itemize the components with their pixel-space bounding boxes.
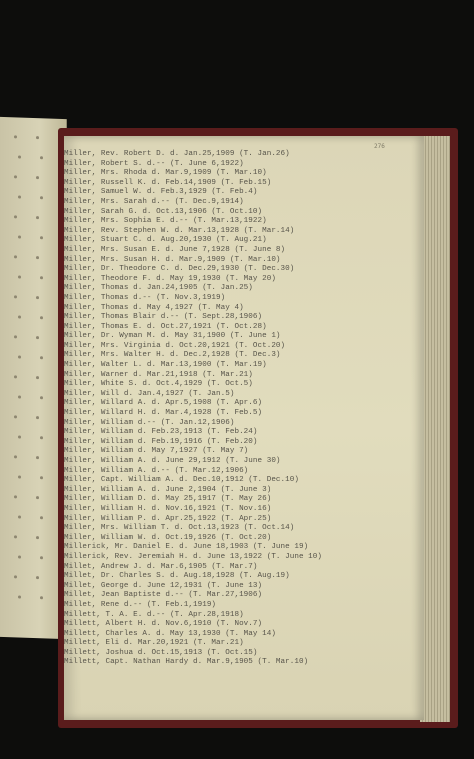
- index-entry: Miller, Capt. William A. d. Dec.10,1912 (T. Dec.10): [64, 476, 299, 485]
- hole-dot: [14, 135, 17, 138]
- index-entry: Miller, Dr. Wyman M. d. May 31,1900 (T. June 1): [64, 332, 281, 341]
- hole-dot: [36, 296, 39, 299]
- hole-dot: [36, 416, 39, 419]
- index-entry: Miller, William A. d. June 29,1912 (T. June 30): [64, 457, 281, 465]
- index-entry: Millett, Joshua d. Oct.15,1913 (T. Oct.15): [64, 648, 258, 657]
- index-entry: Miller, Thomas E. d. Oct.27,1921 (T. Oct.28): [64, 322, 267, 331]
- hole-dot: [36, 576, 39, 579]
- index-entry: Miller, Thomas Blair d.-- (T. Sept.28,1906): [64, 313, 263, 322]
- hole-dot: [36, 256, 39, 259]
- index-entry: Miller, William d. Feb.23,1913 (T. Feb.24): [64, 428, 258, 437]
- index-entry: Miller, Willard A. d. Apr.5,1908 (T. Apr.6): [64, 399, 263, 408]
- page-number: 276: [374, 143, 385, 150]
- index-entry: Miller, Thomas d. Jan.24,1905 (T. Jan.25): [64, 284, 253, 293]
- hole-dot: [40, 276, 43, 279]
- hole-dot: [40, 236, 43, 239]
- index-entry: Millet, Rene d.-- (T. Feb.1,1919): [64, 600, 217, 609]
- hole-dot: [40, 196, 43, 199]
- index-entry: Miller, William H. d. Nov.16,1921 (T. Nov.16): [64, 504, 272, 513]
- index-entry: Miller, William d. Feb.19,1916 (T. Feb.20): [64, 437, 258, 446]
- hole-dot: [18, 515, 21, 518]
- hole-dot: [40, 436, 43, 439]
- index-entry: Miller, William W. d. Oct.19,1926 (T. Oct.20): [64, 533, 272, 542]
- index-entry: Miller, Dr. Theodore C. d. Dec.29,1930 (T. Dec.30): [64, 265, 295, 274]
- hole-dot: [36, 176, 39, 179]
- index-entry: Miller, Mrs. Rhoda d. Mar.9,1909 (T. Mar.10): [64, 169, 267, 178]
- index-entry: Miller, Thomas d.-- (T. Nov.3,1919): [64, 293, 226, 302]
- index-entry: Miller, William D. d. May 25,1917 (T. May 26): [64, 495, 272, 504]
- index-entry: Miller, Robert S. d.-- (T. June 6,1922): [64, 159, 244, 168]
- hole-dot: [18, 275, 21, 278]
- hole-dot: [18, 395, 21, 398]
- index-entry: Miller, Rev. Stephen W. d. Mar.13,1928 (T. Mar.14): [64, 226, 295, 235]
- hole-dot: [40, 356, 43, 359]
- hole-dot: [14, 175, 17, 178]
- hole-dot: [18, 155, 21, 158]
- index-entry: Millerick, Rev. Jeremiah H. d. June 13,1922 (T. June 10): [64, 552, 322, 561]
- index-entry: Miller, Theodore F. d. May 19,1930 (T. May 20): [64, 274, 276, 283]
- hole-dot: [36, 336, 39, 339]
- index-entry: Millett, Albert H. d. Nov.6,1910 (T. Nov.7): [64, 620, 263, 629]
- index-entry: Miller, Will d. Jan.4,1927 (T. Jan.5): [64, 389, 235, 398]
- hole-dot: [40, 516, 43, 519]
- index-entries: [64, 150, 444, 668]
- index-entry: Miller, William d. May 7,1927 (T. May 7): [64, 447, 249, 456]
- index-entry: Miller, Stuart C. d. Aug.20,1930 (T. Aug.21): [64, 236, 267, 245]
- index-entry: Millett, Charles A. d. May 13,1930 (T. May 14): [64, 629, 276, 638]
- hole-dot: [36, 216, 39, 219]
- hole-dot: [18, 315, 21, 318]
- index-entry: Millett, T. A. E. d.-- (T. Apr.28,1918): [64, 610, 244, 619]
- index-entry: Miller, Samuel W. d. Feb.3,1929 (T. Feb.4): [64, 188, 258, 197]
- index-entry: Millett, Capt. Nathan Hardy d. Mar.9,1905 (T. Mar.10): [64, 658, 309, 667]
- index-entry: Millerick, Mr. Daniel E. d. June 18,1903 (T. June 19): [64, 543, 309, 552]
- hole-dot: [18, 235, 21, 238]
- hole-dot: [40, 316, 43, 319]
- hole-dot: [14, 215, 17, 218]
- hole-dot: [40, 476, 43, 479]
- index-entry: Miller, Russell K. d. Feb.14,1909 (T. Feb.15): [64, 178, 272, 187]
- index-entry: Miller, Warner d. Mar.21,1918 (T. Mar.21): [64, 370, 253, 379]
- hole-dot: [40, 556, 43, 559]
- index-entry: Millet, George d. June 12,1931 (T. June 13): [64, 581, 263, 590]
- hole-dot: [18, 195, 21, 198]
- index-entry: Miller, William d.-- (T. Jan.12,1906): [64, 418, 235, 427]
- hole-dot: [14, 455, 17, 458]
- facing-page: [0, 117, 67, 639]
- index-entry: Miller, White S. d. Oct.4,1929 (T. Oct.5): [64, 380, 253, 389]
- hole-dot: [18, 355, 21, 358]
- hole-dot: [36, 376, 39, 379]
- index-entry: Miller, William P. d. Apr.25,1922 (T. Apr.25): [64, 514, 272, 523]
- hole-dot: [14, 295, 17, 298]
- hole-dot: [40, 596, 43, 599]
- index-entry: Miller, Mrs. Sarah d.-- (T. Dec.9,1914): [64, 197, 244, 206]
- hole-dot: [36, 496, 39, 499]
- hole-dot: [36, 136, 39, 139]
- index-entry: Miller, Rev. Robert D. d. Jan.25,1909 (T. Jan.26): [64, 150, 290, 158]
- index-entry: Miller, Thomas d. May 4,1927 (T. May 4): [64, 303, 244, 312]
- hole-dot: [14, 415, 17, 418]
- hole-dot: [36, 456, 39, 459]
- index-entry: Millet, Andrew J. d. Mar.6,1905 (T. Mar.7): [64, 562, 258, 571]
- hole-dot: [18, 595, 21, 598]
- index-entry: Miller, Mrs. Susan H. d. Mar.9,1909 (T. Mar.10): [64, 255, 281, 264]
- hole-dot: [14, 375, 17, 378]
- hole-dot: [14, 335, 17, 338]
- index-entry: Miller, Mrs. Virginia d. Oct.20,1921 (T. Oct.20): [64, 341, 286, 350]
- hole-dot: [40, 396, 43, 399]
- index-entry: Miller, Mrs. William T. d. Oct.13,1923 (T. Oct.14): [64, 524, 295, 533]
- hole-dot: [14, 575, 17, 578]
- hole-dot: [18, 435, 21, 438]
- hole-dot: [14, 535, 17, 538]
- index-entry: Miller, Walter L. d. Mar.13,1900 (T. Mar.19): [64, 361, 267, 370]
- binder-holes: [14, 127, 54, 628]
- hole-dot: [14, 255, 17, 258]
- index-entry: Miller, Sarah G. d. Oct.13,1906 (T. Oct.10): [64, 207, 263, 216]
- hole-dot: [18, 475, 21, 478]
- index-entry: Millett, Eli d. Mar.20,1921 (T. Mar.21): [64, 639, 244, 648]
- hole-dot: [40, 156, 43, 159]
- hole-dot: [14, 495, 17, 498]
- index-entry: Millet, Jean Baptiste d.-- (T. Mar.27,1906): [64, 591, 263, 600]
- hole-dot: [36, 536, 39, 539]
- index-entry: Miller, Mrs. Sophia E. d.-- (T. Mar.13,1922): [64, 217, 267, 226]
- index-entry: Millet, Dr. Charles S. d. Aug.18,1928 (T. Aug.19): [64, 572, 290, 581]
- index-entry: Miller, Mrs. Walter H. d. Dec.2,1928 (T. Dec.3): [64, 351, 281, 360]
- index-entry: Miller, William A. d. June 2,1904 (T. June 3): [64, 485, 272, 494]
- index-entry: Miller, Mrs. Susan E. d. June 7,1928 (T. June 8): [64, 245, 286, 254]
- index-entry: Miller, William A. d.-- (T. Mar.12,1906): [64, 466, 249, 475]
- hole-dot: [18, 555, 21, 558]
- index-entry: Miller, Willard H. d. Mar.4,1928 (T. Feb.5): [64, 409, 263, 418]
